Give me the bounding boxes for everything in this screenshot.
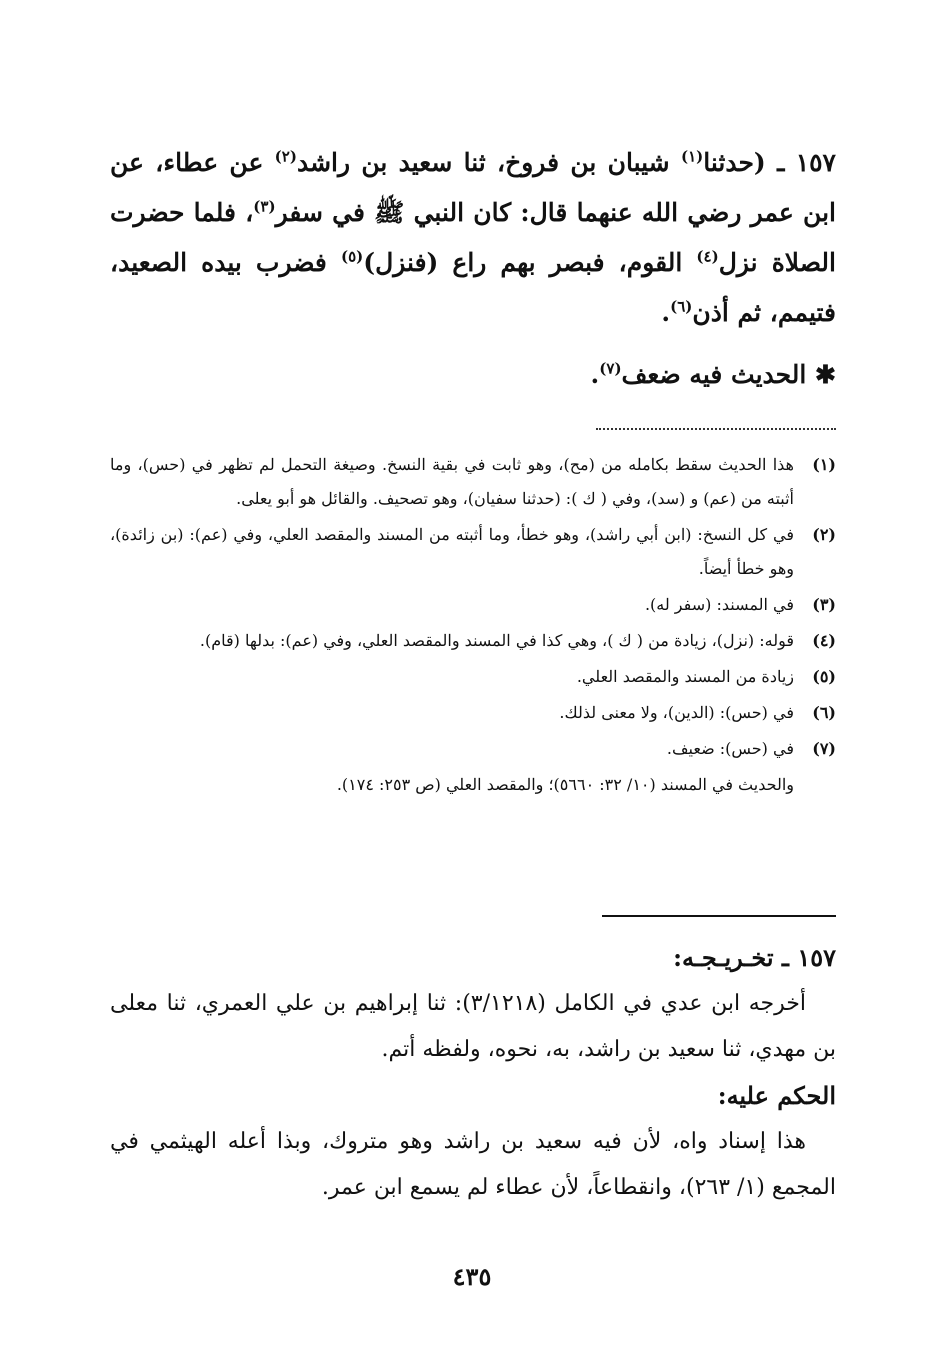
hadith-segment: فضرب بيده الصعيد، فتيمم، ثم أذن — [110, 248, 836, 327]
footnote-text: في المسند: (سفر له). — [644, 595, 794, 614]
footnote-reference: والحديث في المسند (١٠/ ٣٢: ٥٦٦٠)؛ والمقصد العلي (ص ٢٥٣: ١٧٤). — [336, 775, 794, 794]
hukm-paragraph: هذا إسناد واه، لأن فيه سعيد بن راشد وهو متروك، وبذا أعله الهيثمي في المجمع (١/ ٢٦٣)، وانقطاعاً، لأن عطاء لم يسمع ابن عمر. — [110, 1129, 836, 1200]
footnote-item — [110, 448, 836, 516]
footnote-number: (٣) — [812, 595, 836, 614]
footnote-marker: (٤) — [696, 247, 719, 266]
footnote-marker: (٣) — [253, 197, 276, 216]
footnote-marker: (١) — [680, 147, 704, 166]
page-number: ٤٣٥ — [452, 1262, 492, 1291]
hadith-segment: (حدثنا — [703, 148, 766, 177]
takhrij-heading: ١٥٧ ـ تخـريـجـه: — [673, 943, 836, 972]
footnote-text: في كل النسخ: (ابن أبي راشد)، وهو خطأ، وما أثبته من المسند والمقصد العلي، وفي (عم): (بن زائدة)، وهو خطأ أيضاً. — [110, 525, 794, 578]
footnote-item — [110, 732, 836, 766]
footnote-text: زيادة من المسند والمقصد العلي. — [576, 667, 794, 686]
ruling-text: ✱ الحديث فيه ضعف — [621, 360, 836, 389]
footnote-separator — [596, 428, 836, 430]
hadith-segment: ، فلما حضرت الصلاة نزل — [110, 198, 836, 277]
footnote-marker: (٧) — [599, 359, 622, 378]
footnote-text: هذا الحديث سقط بكامله من (مح)، وهو ثابت في بقية النسخ. وصيغة التحمل لم تظهر في (حس)، وما أثبته من (عم) و (سد)، وفي ( ك ): (حدثنا سفيان)، وهو تصحيف. والقائل هو أبو يعلى. — [110, 455, 794, 508]
footnote-marker: (٥) — [340, 247, 364, 266]
hukm-heading: الحكم عليه: — [717, 1081, 836, 1110]
footnote-marker: (٢) — [274, 147, 297, 166]
footnote-number: (٧) — [812, 739, 836, 758]
hadith-segment: القوم، فبصر بهم راع (فنزل) — [363, 248, 683, 277]
footnote-text: قوله: (نزل)، زيادة من ( ك )، وهي كذا في المسند والمقصد العلي، وفي (عم): بدلها (قام). — [199, 631, 794, 650]
footnote-text: في (حس): ضعيف. — [666, 739, 794, 758]
section-divider — [602, 915, 836, 917]
takhrij-paragraph: أخرجه ابن عدي في الكامل (٣/١٢١٨): ثنا إبراهيم بن علي العمري، ثنا معلى بن مهدي، ثنا سعيد بن راشد، به، نحوه، ولفظه أتم. — [110, 991, 836, 1062]
footnote-number: (٤) — [812, 631, 836, 650]
footnote-number: (٦) — [812, 703, 836, 722]
footnote-number: (٢) — [812, 525, 836, 544]
hadith-ruling — [110, 355, 836, 395]
takhrij-section — [110, 935, 836, 1211]
footnote-item — [110, 588, 836, 622]
hadith-segment: شيبان بن فروخ، ثنا سعيد بن راشد — [296, 148, 670, 177]
footnote-item — [110, 660, 836, 694]
hadith-paragraph — [110, 138, 836, 338]
hadith-text — [110, 138, 836, 338]
footnote-item — [110, 624, 836, 658]
footnote-item — [110, 696, 836, 730]
footnote-item — [110, 518, 836, 586]
footnote-marker: (٦) — [670, 297, 693, 316]
ruling-end: . — [590, 360, 600, 389]
footnote-text: في (حس): (الدين)، ولا معنى لذلك. — [559, 703, 794, 722]
hadith-segment: عن عطاء، عن ابن عمر رضي الله عنهما قال: كان النبي ﷺ في سفر — [110, 148, 836, 227]
footnote-number: (٥) — [812, 667, 836, 686]
footnotes-list — [110, 448, 836, 802]
footnote-number: (١) — [812, 455, 836, 474]
hadith-segment: . — [661, 298, 671, 327]
hadith-number: ١٥٧ ـ — [777, 148, 836, 177]
